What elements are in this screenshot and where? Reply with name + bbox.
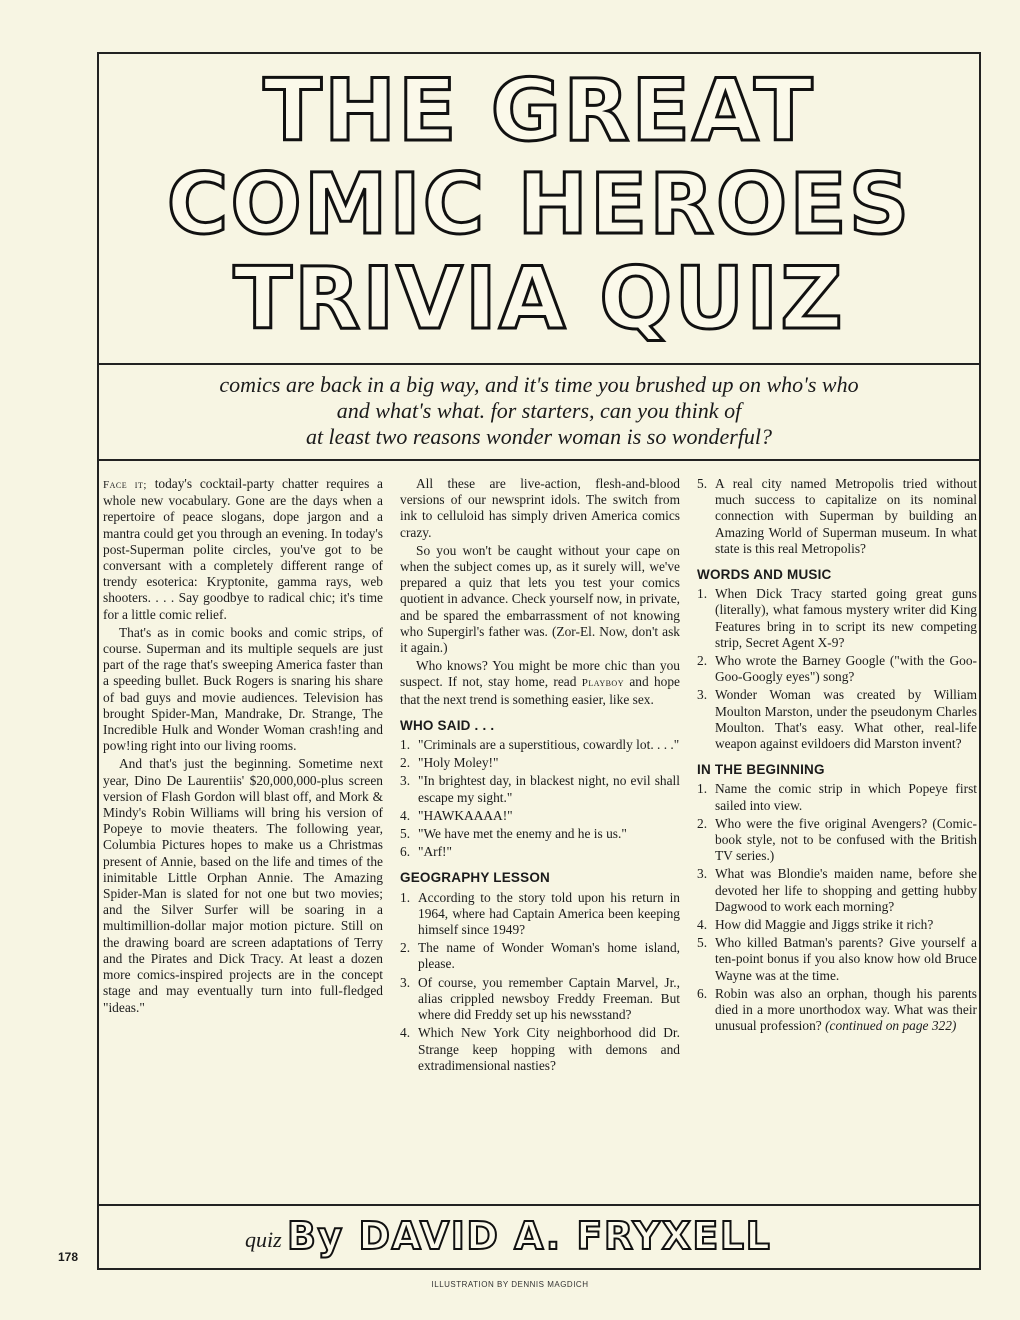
question-item bbox=[697, 866, 977, 915]
title-line-2: COMIC HEROES bbox=[166, 155, 912, 253]
question-number: 2. bbox=[400, 755, 411, 771]
question-number: 3. bbox=[400, 974, 411, 990]
question-item bbox=[400, 1025, 680, 1074]
question-number: 3. bbox=[400, 773, 411, 789]
title-line-3: TRIVIA QUIZ bbox=[233, 249, 845, 349]
question-item bbox=[400, 808, 680, 824]
column-2 bbox=[400, 476, 680, 1076]
intro-paragraph-6 bbox=[400, 658, 680, 708]
title-line-1: THE GREAT bbox=[263, 61, 815, 161]
geography-list bbox=[400, 890, 680, 1074]
section-heading-beginning: IN THE BEGINNING bbox=[697, 762, 825, 778]
intro-paragraph-5: So you won't be caught without your cape on when the subject comes up, as it surely will, we've prepared a quiz that lets you test your comics quotient in advance. Check yourself now, in private, and be spared the embarrassment of not knowing who Supergirl's father was. (Zor-El. Now, don't ask it again.) bbox=[400, 542, 680, 656]
question-text: Who were the five original Avengers? (Comic-book style, not to be confused with the British TV series.) bbox=[715, 815, 977, 864]
question-item bbox=[400, 826, 680, 842]
magazine-name: Playboy bbox=[581, 677, 624, 690]
question-item bbox=[697, 935, 977, 984]
question-number: 5. bbox=[697, 476, 708, 491]
question-item bbox=[697, 781, 977, 813]
question-text: Who wrote the Barney Google ("with the Goo-Goo-Googly eyes") song? bbox=[715, 653, 977, 685]
intro-paragraph-2: That's as in comic books and comic strips, of course. Superman and its multiple sequels are just part of the rage that's sweeping America faster than a speeding bullet. Buck Rogers is snaring his share of bad guys and movie audiences. Television has brought Spider-Man, Mandrake, Dr. Strange, The Incredible Hulk and Wonder Woman crash!ing and pow!ing right into our living rooms. bbox=[103, 624, 383, 754]
question-text: Robin was also an orphan, though his parents died in a more unorthodox way. What was their unusual profession? bbox=[715, 985, 977, 1034]
section-heading-who-said: WHO SAID . . . bbox=[400, 717, 495, 733]
question-item bbox=[697, 653, 977, 685]
question-text: Which New York City neighborhood did Dr. Strange keep hopping with demons and extradimensional nasties? bbox=[418, 1025, 680, 1073]
question-item bbox=[697, 986, 977, 1035]
intro-paragraph-4: All these are live-action, flesh-and-blood versions of our newsprint idols. The switch from ink to celluloid has simply driven America comics crazy. bbox=[400, 476, 680, 540]
question-number: 5. bbox=[400, 826, 411, 842]
words-music-list bbox=[697, 586, 977, 752]
question-item bbox=[400, 844, 680, 860]
question-text: "Holy Moley!" bbox=[418, 755, 499, 771]
title-panel bbox=[97, 52, 981, 365]
question-number: 6. bbox=[697, 985, 708, 1001]
question-text: "We have met the enemy and he is us." bbox=[418, 826, 627, 842]
intro-text-6b: and hope that the next trend is something easier, like sex. bbox=[400, 674, 680, 707]
question-number: 2. bbox=[400, 940, 411, 956]
question-text: The name of Wonder Woman's home island, please. bbox=[418, 940, 680, 972]
question-text: "In brightest day, in blackest night, no evil shall escape my sight." bbox=[418, 773, 680, 805]
question-text: What was Blondie's maiden name, before she devoted her life to shopping and getting hubby Dagwood to work each morning? bbox=[715, 866, 977, 914]
question-text: When Dick Tracy started going great guns (literally), what famous mystery writer did King Features bring in to script its new competing strip, Secret Agent X-9? bbox=[715, 586, 977, 650]
question-item bbox=[400, 890, 680, 939]
who-said-list bbox=[400, 737, 680, 860]
section-heading-geography: GEOGRAPHY LESSON bbox=[400, 870, 550, 886]
byline-prefix: quiz bbox=[245, 1227, 282, 1252]
column-3 bbox=[697, 476, 977, 1037]
question-text: According to the story told upon his return in 1964, where had Captain America been keeping himself since 1949? bbox=[418, 889, 680, 938]
column-1 bbox=[103, 476, 383, 1018]
question-number: 2. bbox=[697, 815, 708, 831]
question-item bbox=[697, 917, 977, 933]
lead-in: Face it; bbox=[103, 479, 147, 491]
page-number: 178 bbox=[58, 1250, 79, 1264]
question-number: 4. bbox=[697, 917, 708, 933]
byline-panel bbox=[97, 1204, 981, 1270]
question-number: 5. bbox=[697, 935, 708, 951]
question-text: Of course, you remember Captain Marvel, Jr., alias crippled newsboy Freddy Freeman. But where did Freddy set up his newsstand? bbox=[418, 974, 680, 1023]
section-heading-words-music: WORDS AND MUSIC bbox=[697, 567, 832, 583]
question-number: 4. bbox=[400, 1025, 411, 1041]
question-text: How did Maggie and Jiggs strike it rich? bbox=[715, 917, 934, 933]
intro-text-6a: Who knows? You might be more chic than you suspect. If not, stay home, read bbox=[400, 658, 680, 690]
deck-line-2: and what's what. for starters, can you think of bbox=[336, 398, 742, 423]
question-text: Wonder Woman was created by William Moulton Marston, under the pseudonym Charles Moulton. That's easy. What other, real-life weapon against evildoers did Marston invent? bbox=[715, 687, 977, 752]
illustration-credit: ILLUSTRATION BY DENNIS MAGDICH bbox=[431, 1280, 589, 1289]
beginning-list bbox=[697, 781, 977, 1034]
intro-text-1: today's cocktail-party chatter requires a whole new vocabulary. Gone are the days when a repertoire of peace slogans, dope jargon and a mantra could get you through an evening. In today's post-Superman polite circles, you've got to be conversant with a completely different range of trendy esoterica: Kryptonite, gamma rays, web shooters. . . . Say goodbye to radical chic; it's time for a little comic relief. bbox=[103, 476, 383, 622]
deck-line-3: at least two reasons wonder woman is so wonderful? bbox=[305, 424, 773, 449]
intro-paragraph-3: And that's just the beginning. Sometime next year, Dino De Laurentiis' $20,000,000-plus screen version of Flash Gordon will blast off, and Mork & Mindy's Robin Williams will bring his version of Popeye to movie theaters. The following year, Columbia Pictures hopes to make us a Christmas present of Annie, based on the life and times of the inimitable Little Orphan Annie. The Amazing Spider-Man is slated for not one but two movies; and the Silver Surfer will be soaring in a multimillion-dollar major motion picture. Still on the drawing board are screen adaptations of Terry and the Pirates and Dick Tracy. At least a dozen more comics-inspired projects are in the concept stage and may eventually turn into full-fledged "ideas." bbox=[103, 756, 383, 1015]
question-number: 1. bbox=[697, 781, 708, 797]
question-item bbox=[400, 975, 680, 1024]
question-number: 1. bbox=[400, 889, 411, 905]
question-number: 2. bbox=[697, 653, 708, 669]
question-item bbox=[697, 586, 977, 651]
question-item bbox=[400, 773, 680, 805]
question-item bbox=[400, 755, 680, 771]
question-text: Name the comic strip in which Popeye first sailed into view. bbox=[715, 781, 977, 813]
question-text: "Arf!" bbox=[418, 844, 452, 860]
question-item bbox=[400, 737, 680, 753]
byline-author: By DAVID A. FRYXELL bbox=[287, 1214, 772, 1258]
question-item bbox=[697, 476, 977, 557]
intro-paragraph-1 bbox=[103, 476, 383, 623]
question-text: A real city named Metropolis tried without much success to capitalize on its nominal connection with Superman by building an Amazing World of Superman museum. In what state is this real Metropolis? bbox=[715, 476, 977, 556]
question-text: Who killed Batman's parents? Give yourself a ten-point bonus if you also know how old Bruce Wayne was at the time. bbox=[715, 935, 977, 983]
question-number: 3. bbox=[697, 866, 708, 882]
question-text: "Criminals are a superstitious, cowardly lot. . . ." bbox=[418, 737, 680, 753]
deck-panel bbox=[97, 365, 981, 461]
question-item bbox=[697, 687, 977, 752]
continued-note: (continued on page 322) bbox=[825, 1018, 957, 1034]
question-item bbox=[400, 940, 680, 972]
question-number: 4. bbox=[400, 807, 411, 823]
question-number: 1. bbox=[400, 737, 411, 753]
question-text: "HAWKAAAA!" bbox=[418, 807, 513, 823]
question-number: 1. bbox=[697, 586, 708, 602]
question-number: 3. bbox=[697, 687, 708, 703]
geography-list-continued bbox=[697, 476, 977, 557]
deck-line-1: comics are back in a big way, and it's time you brushed up on who's who bbox=[219, 372, 859, 397]
question-number: 6. bbox=[400, 844, 411, 860]
question-item bbox=[697, 816, 977, 865]
